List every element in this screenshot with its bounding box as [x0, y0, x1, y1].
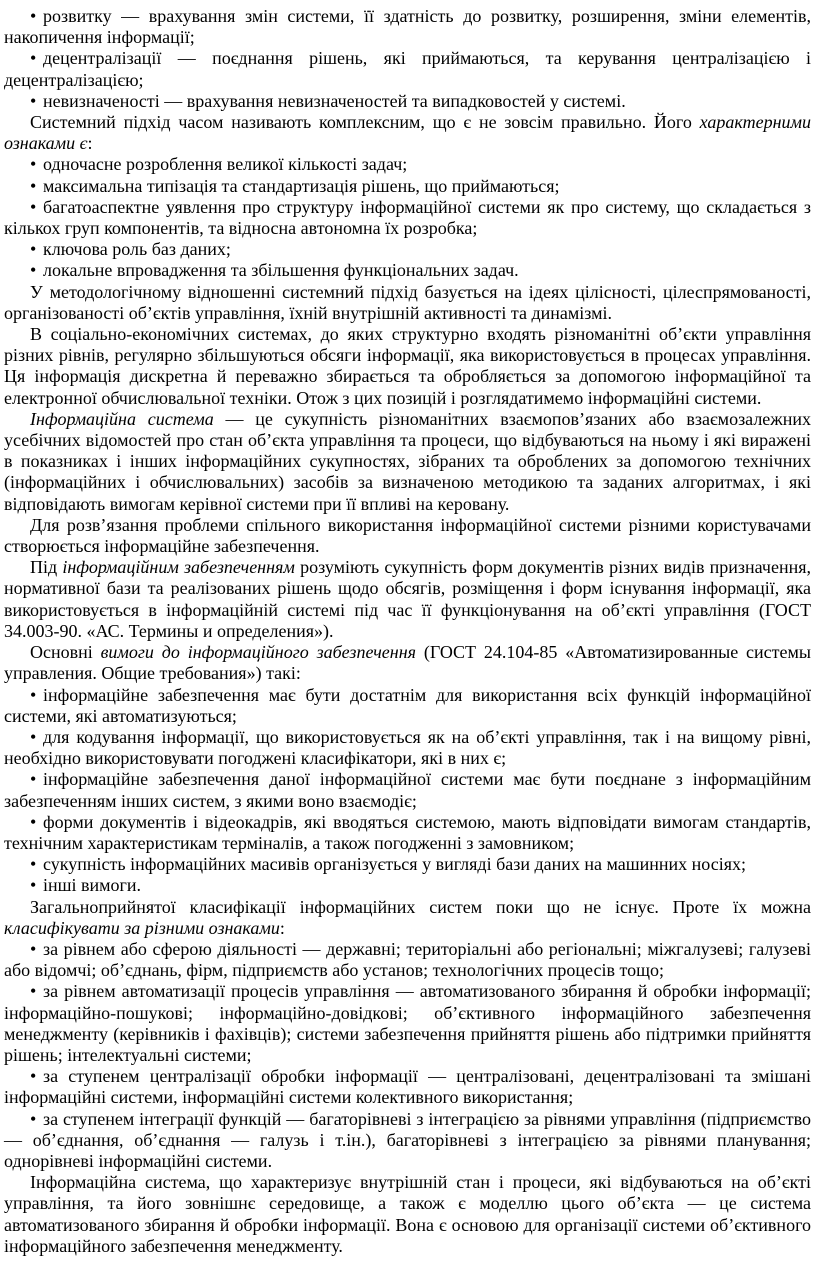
list-item: • максимальна типізація та стандартизація рішень, що приймаються;	[30, 175, 560, 196]
list-item: • локальне впровадження та збільшення функціональних задач.	[30, 260, 519, 281]
bullet-icon: •	[30, 1108, 37, 1129]
list-item: • багатоаспектне уявлення про структуру інформаційної системи як про систему, що складається з кількох груп компонентів, та відносна автономна їх розробка;	[4, 196, 811, 239]
list-item: • для кодування інформації, що використовується як на об’єкті управління, так і на вищому рівні, необхідно використовувати погоджені класифікатори, які в них є;	[4, 726, 811, 769]
bullet-icon: •	[30, 6, 37, 26]
bullet-icon: •	[30, 48, 37, 69]
bullet-icon: •	[30, 260, 37, 281]
list-item: • ключова роль баз даних;	[30, 239, 231, 260]
bullet-icon: •	[30, 875, 37, 896]
bullet-icon: •	[30, 239, 37, 260]
list-item: • форми документів і відеокадрів, які вводяться системою, мають відповідати вимогам стандартів, технічним характеристикам терміналів, а також погодженні з замовником;	[4, 811, 811, 853]
list-item: • невизначеності — врахування невизначеностей та випадковостей у системі.	[30, 90, 626, 111]
paragraph: Для розв’язання проблеми спільного використання інформаційної системи різними користувачами створюється інформаційне забезпечення.	[4, 514, 811, 557]
paragraph: Основні вимоги до інформаційного забезпечення (ГОСТ 24.104-85 «Автоматизированные системы управления. Общие требования») такі:	[4, 642, 811, 684]
bullet-icon: •	[30, 684, 37, 705]
bullet-icon: •	[30, 854, 37, 875]
bullet-icon: •	[30, 196, 37, 217]
paragraph: У методологічному відношенні системний підхід базується на ідеях цілісності, цілеспрямованості, організованості об’єктів управління, їхній внутрішній активності та динамізмі.	[4, 281, 811, 323]
list-item: • сукупність інформаційних масивів організується у вигляді бази даних на машинних носіях;	[30, 854, 747, 875]
list-item: • інформаційне забезпечення даної інформаційної системи має бути поєднане з інформаційним забезпеченням інших систем, з якими воно взаємодіє;	[4, 769, 811, 811]
list-item: • за рівнем автоматизації процесів управління — автоматизованого збирання й обробки інформації; інформаційно-пошукові; інформаційно-довідкові; об’єктивного інформаційного забезпечення менеджменту (керівників і фахівців); системи забезпечення прийняття рішень або підтримки прийняття рішень; інтелектуальні системи;	[4, 981, 811, 1065]
list-item: • одночасне розроблення великої кількості задач;	[30, 154, 408, 175]
bullet-icon: •	[30, 811, 37, 832]
bullet-icon: •	[30, 981, 37, 1002]
bullet-icon: •	[30, 1066, 37, 1087]
bullet-icon: •	[30, 154, 37, 175]
bullet-icon: •	[30, 175, 37, 196]
bullet-icon: •	[30, 938, 37, 959]
paragraph: Інформаційна система, що характеризує внутрішній стан і процеси, які відбуваються на об’єкті управління, та його зовнішнє середовище, а також є моделлю цього об’єкта — це система автоматизованого збирання й обробки інформації. Вона є основою для організації системи об’єктивного інформаційного забезпечення менеджменту.	[4, 1172, 811, 1256]
list-item: • за ступенем централізації обробки інформації — централізовані, децентралізовані та змішані інформаційні системи, інформаційні системи колективного використання;	[4, 1066, 811, 1108]
list-item: • за рівнем або сферою діяльності — державні; територіальні або регіональні; міжгалузеві; галузеві або відомчі; об’єднань, фірм, підприємств або установ; технологічних процесів тощо;	[4, 938, 811, 981]
paragraph: Під інформаційним забезпеченням розуміють сукупність форм документів різних видів призначення, нормативної бази та реалізованих рішень щодо обсягів, розміщення і форм існування інформації, яка використовується в інформаційній системі під час її функціонування на об’єкті управління (ГОСТ 34.003-90. «АС. Термины и определения»).	[4, 557, 811, 641]
list-item: • інші вимоги.	[30, 875, 142, 896]
paragraph: Загальноприйнятої класифікації інформаційних систем поки що не існує. Проте їх можна класифікувати за різними ознаками:	[4, 896, 811, 938]
bullet-icon: •	[30, 769, 37, 790]
list-item: • розвитку — врахування змін системи, її здатність до розвитку, розширення, зміни елементів, накопичення інформації;	[4, 6, 811, 48]
list-item: • інформаційне забезпечення має бути достатнім для використання всіх функцій інформаційної системи, які автоматизуються;	[4, 684, 811, 726]
list-item: • за ступенем інтеграції функцій — багаторівневі з інтеграцією за рівнями управління (підприємство — об’єднання, об’єднання — галузь і т.ін.), багаторівневі з інтеграцією за рівнями планування; однорівневі інформаційні системи.	[4, 1108, 811, 1171]
list-item: • децентралізації — поєднання рішень, які приймаються, та керування централізацією і децентралізацією;	[4, 48, 811, 90]
paragraph-definition: Інформаційна система — це сукупність різноманітних взаємопов’язаних або взаємозалежних усебічних відомостей про стан об’єкта управління та процеси, що відбуваються на ньому і які виражені в показниках і інших інформаційних сукупностях, зібраних та оброблених за допомогою технічних (інформаційних і обчислювальних) засобів за визначеною методикою та заданих алгоритмах, і які відповідають вимогам керівної системи при її впливі на керовану.	[4, 408, 811, 514]
bullet-icon: •	[30, 726, 37, 747]
paragraph: В соціально-економічних системах, до яких структурно входять різноманітні об’єкти управління різних рівнів, регулярно збільшуються обсяги інформації, яка використовується в процесах управління. Ця інформація дискретна й переважно збирається та обробляється за допомогою інформаційної та електронної обчислювальної техніки. Отож з цих позицій і розглядатимемо інформаційні системи.	[4, 324, 811, 408]
bullet-icon: •	[30, 90, 37, 111]
paragraph: Системний підхід часом називають комплексним, що є не зовсім правильно. Його характерними ознаками є:	[4, 112, 811, 154]
